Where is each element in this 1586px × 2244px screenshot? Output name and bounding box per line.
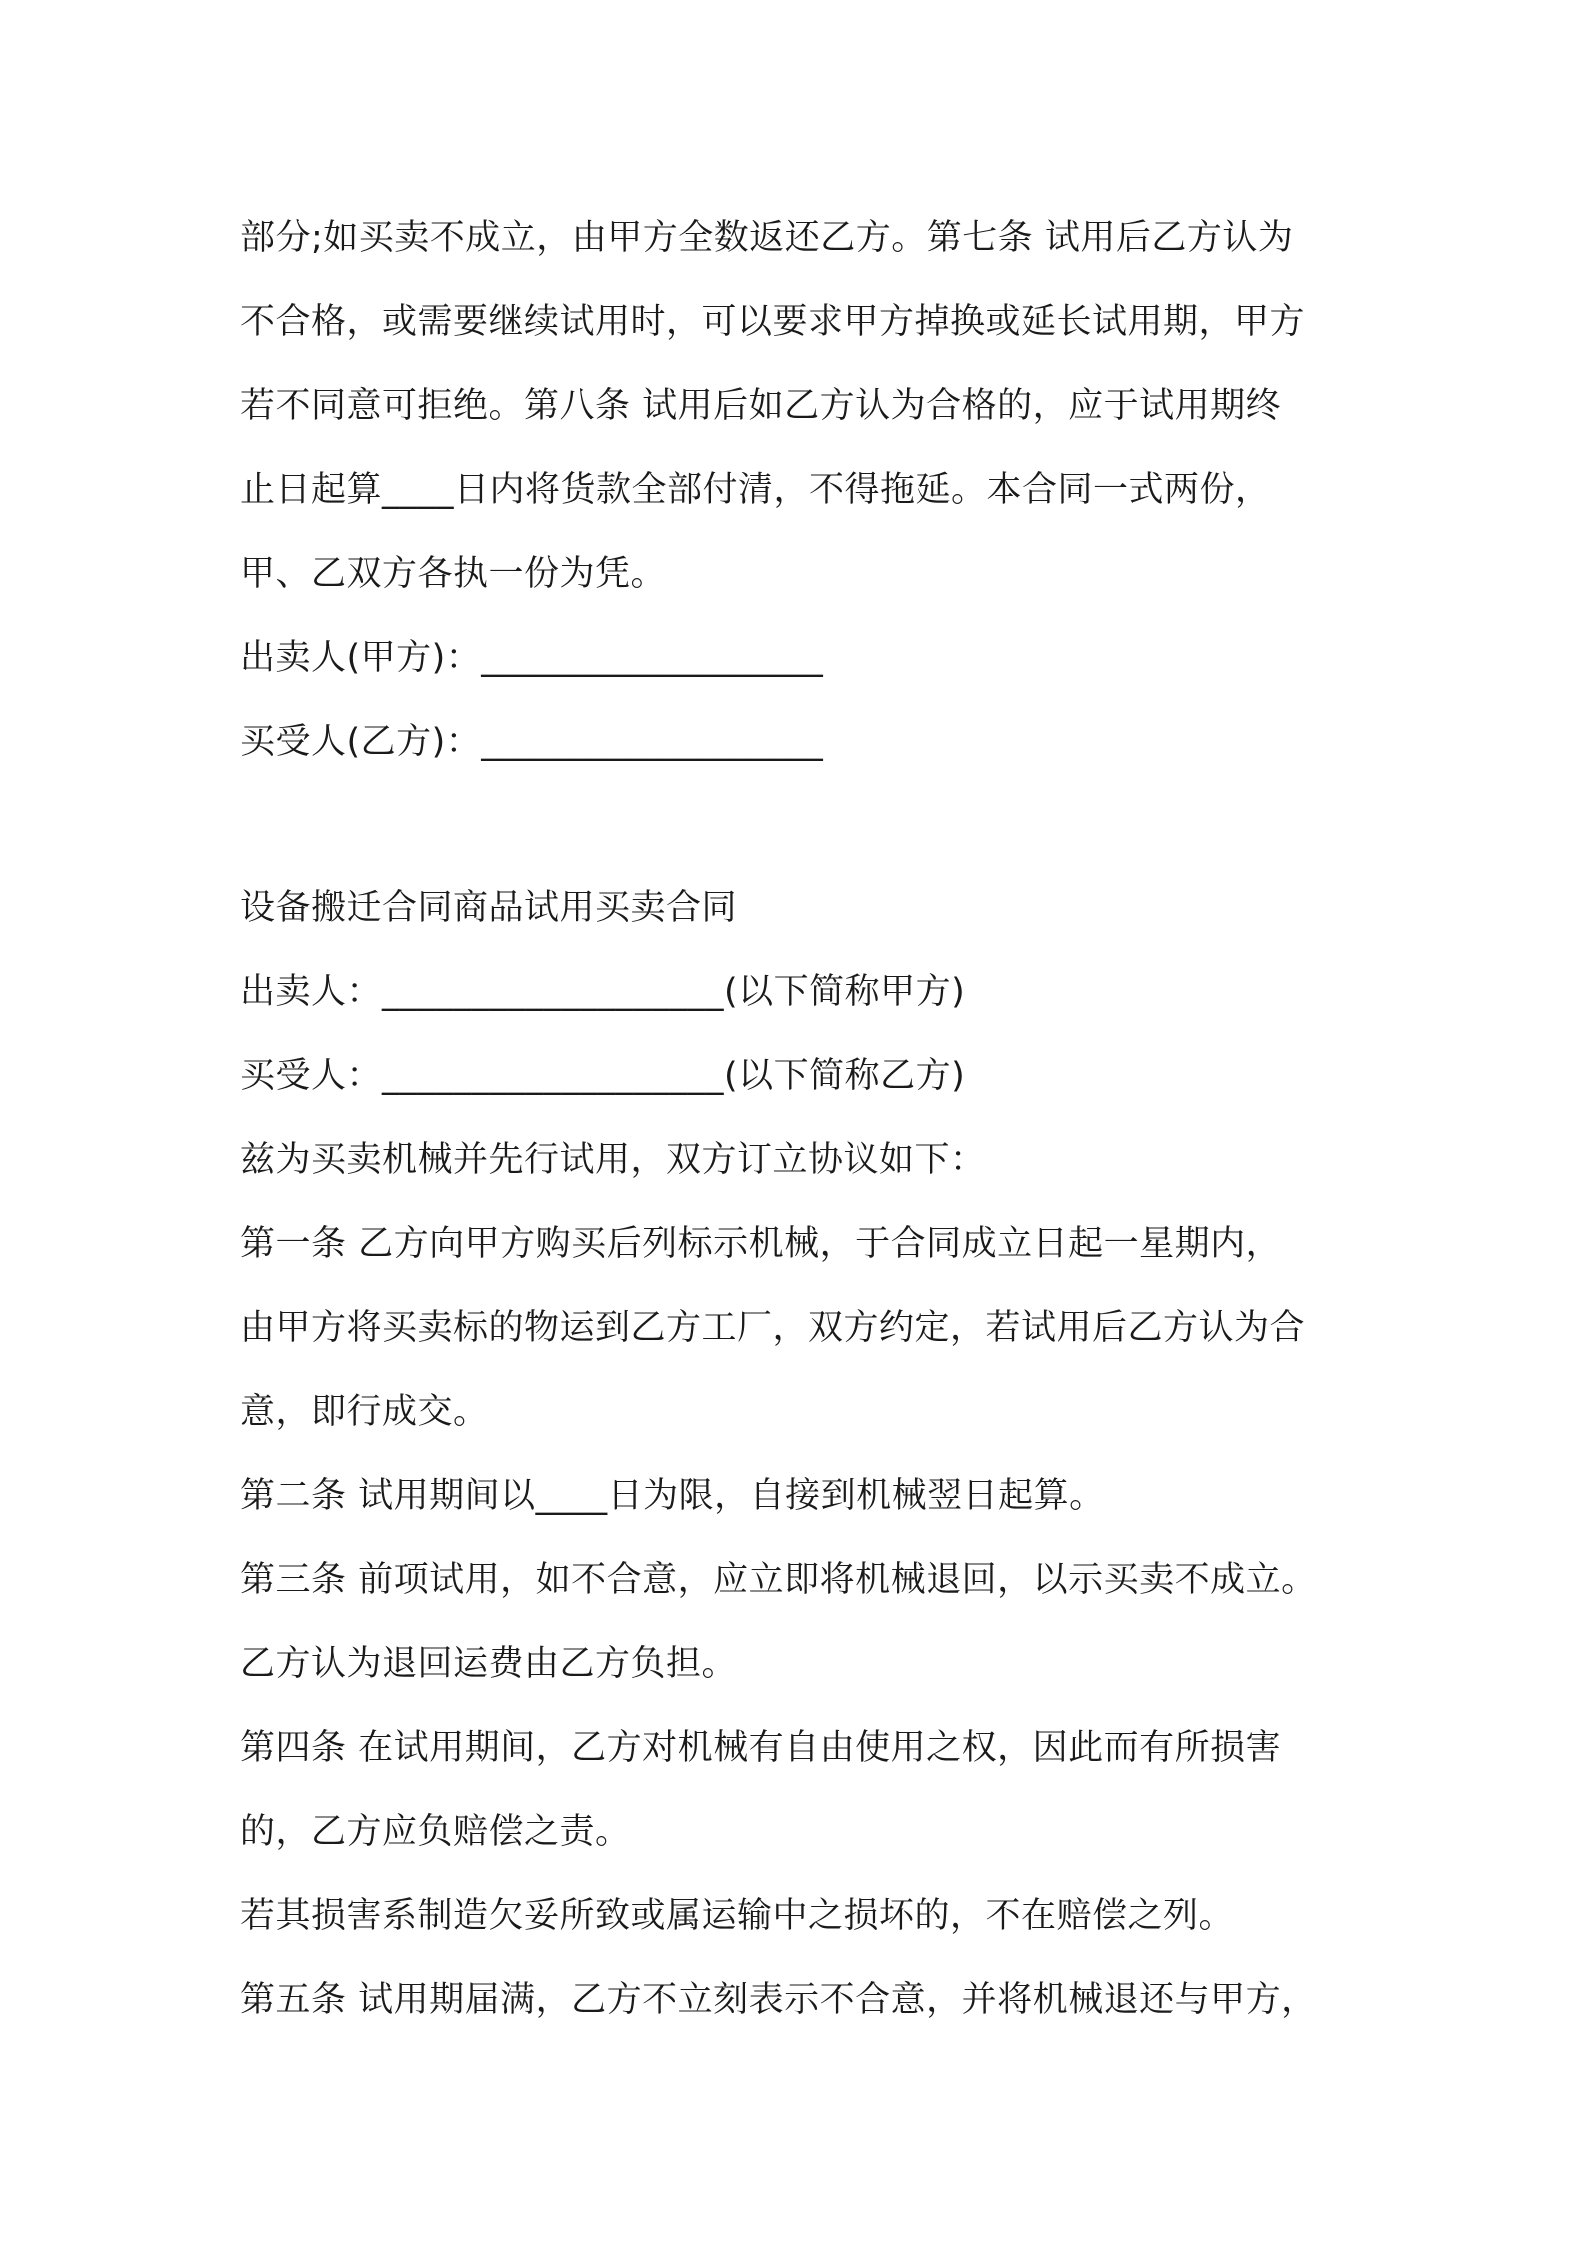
article-2-line: 第二条 试用期间以____日为限，自接到机械翌日起算。 [240,1476,1105,1516]
buyer-line: 买受人：___________________(以下简称乙方) [240,1056,966,1096]
article-4-line: 的，乙方应负赔偿之责。 [240,1812,631,1852]
buyer-signature-line: 买受人(乙方)：___________________ [240,722,824,762]
document-body [240,196,1390,2042]
section-gap [240,784,1390,866]
preamble-line: 兹为买卖机械并先行试用，双方订立协议如下： [240,1140,986,1180]
text-line: 若不同意可拒绝。第八条 试用后如乙方认为合格的，应于试用期终 [240,386,1282,426]
article-1-line: 意，即行成交。 [240,1392,489,1432]
article-1-line: 第一条 乙方向甲方购买后列标示机械，于合同成立日起一星期内， [240,1224,1282,1264]
article-4-line: 第四条 在试用期间，乙方对机械有自由使用之权，因此而有所损害 [240,1728,1282,1768]
article-5-line: 第五条 试用期届满，乙方不立刻表示不合意，并将机械退还与甲方， [240,1980,1317,2020]
contract-title: 设备搬迁合同商品试用买卖合同 [240,888,738,928]
text-line: 止日起算____日内将货款全部付清，不得拖延。本合同一式两份， [240,470,1271,510]
text-line: 甲、乙双方各执一份为凭。 [240,554,667,594]
article-1-line: 由甲方将买卖标的物运到乙方工厂，双方约定，若试用后乙方认为合 [240,1308,1306,1348]
text-line: 不合格，或需要继续试用时，可以要求甲方掉换或延长试用期，甲方 [240,302,1306,342]
seller-line: 出卖人：___________________(以下简称甲方) [240,972,966,1012]
seller-signature-line: 出卖人(甲方)：___________________ [240,638,824,678]
text-line: 部分;如买卖不成立，由甲方全数返还乙方。第七条 试用后乙方认为 [240,218,1294,258]
article-3-line: 乙方认为退回运费由乙方负担。 [240,1644,738,1684]
article-3-line: 第三条 前项试用，如不合意，应立即将机械退回，以示买卖不成立。 [240,1560,1317,1600]
article-4-line: 若其损害系制造欠妥所致或属运输中之损坏的，不在赔偿之列。 [240,1896,1235,1936]
